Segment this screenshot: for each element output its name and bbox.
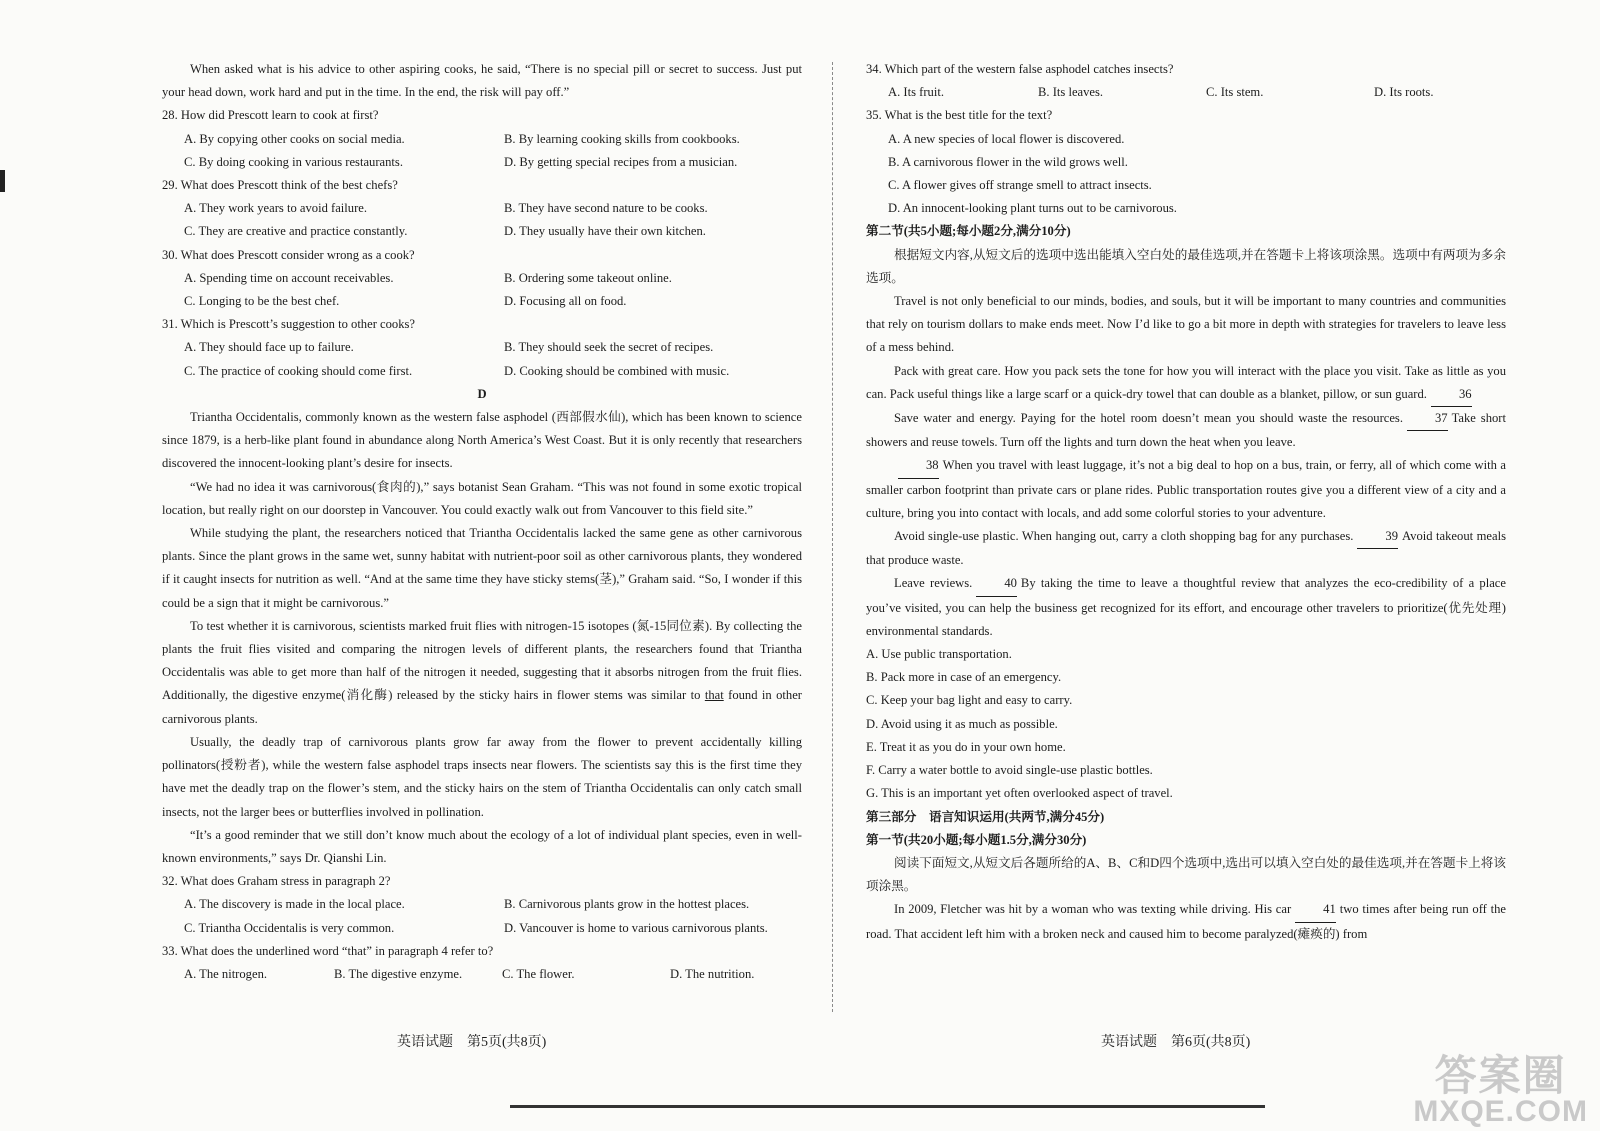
paragraph-text: Leave reviews.	[894, 576, 973, 591]
option-b: B. Its leaves.	[1038, 85, 1104, 100]
question-stem: 30. What does Prescott consider wrong as a cook?	[162, 247, 415, 262]
choice-option: A. Use public transportation.	[866, 647, 1012, 662]
question-stem: 32. What does Graham stress in paragraph 2?	[162, 874, 391, 889]
choice-option: E. Treat it as you do in your own home.	[866, 739, 1066, 754]
passage-paragraph	[866, 898, 1506, 945]
question-32	[162, 870, 802, 940]
passage-paragraph	[866, 525, 1506, 572]
option-a: A. By copying other cooks on social media.	[184, 131, 405, 146]
passage-paragraph	[866, 360, 1506, 407]
left-page	[162, 58, 802, 986]
section-2-instructions: 根据短文内容,从短文后的选项中选出能填入空白处的最佳选项,并在答题卡上将该项涂黑。选项中有两项为多余选项。	[866, 247, 1506, 285]
option-d: D. Focusing all on food.	[504, 294, 627, 309]
option-a: A. Its fruit.	[888, 85, 944, 100]
margin-mark	[0, 170, 5, 192]
option-b: B. The digestive enzyme.	[334, 966, 463, 981]
question-35	[866, 104, 1506, 220]
option-a: A. The nitrogen.	[184, 966, 268, 981]
passage-paragraph	[866, 407, 1506, 454]
section-d-label: D	[477, 386, 487, 401]
watermark-url: MXQE.COM	[1413, 1095, 1588, 1128]
option-d: D. Its roots.	[1374, 85, 1434, 100]
blank-39: 39	[1357, 525, 1398, 549]
question-33	[162, 940, 802, 986]
page-footer-left: 英语试题 第5页(共8页)	[397, 1035, 547, 1050]
paragraph-text: By taking the time to leave a thoughtful review that analyzes the eco-credibility of a place you’ve visited, you can help the business get recognized for its effort, and encourage other travelers to prioritize(优先处理) environmental standards.	[866, 576, 1506, 638]
page-divider	[832, 62, 834, 1012]
passage-paragraph: “We had no idea it was carnivorous(食肉的),” says botanist Sean Graham. “This was not found in some exotic tropical location, but really right on our doorstep in Vancouver. You could exactly walk out from Vancouver to this field site.”	[162, 479, 802, 517]
option-c: C. A flower gives off strange smell to attract insects.	[888, 178, 1152, 193]
option-d: D. Vancouver is home to various carnivorous plants.	[504, 920, 768, 935]
option-c: C. The practice of cooking should come first.	[184, 363, 413, 378]
option-b: B. A carnivorous flower in the wild grows well.	[888, 154, 1128, 169]
choice-option: G. This is an important yet often overlooked aspect of travel.	[866, 786, 1173, 801]
option-a: A. They work years to avoid failure.	[184, 201, 368, 216]
option-b: B. They should seek the secret of recipes.	[504, 340, 714, 355]
question-stem: 34. Which part of the western false asphodel catches insects?	[866, 62, 1174, 76]
watermark-logo	[1413, 1052, 1588, 1128]
question-34	[866, 58, 1506, 104]
option-d: D. Cooking should be combined with music.	[504, 363, 730, 378]
page-footer-right: 英语试题 第6页(共8页)	[1101, 1035, 1251, 1050]
intro-paragraph: When asked what is his advice to other aspiring cooks, he said, “There is no special pill or secret to success. Just put your head down, work hard and put in the time. In the end, the risk will pay off.”	[162, 62, 802, 100]
bottom-rule	[510, 1105, 1265, 1108]
paragraph-text: Pack with great care. How you pack sets the tone for how you will interact with the place you visit. Take as little as you can. Pack useful things like a large scarf or a quick-dry towel that can double as a blanket, pillow, or sun guard.	[866, 363, 1506, 401]
option-b: B. Ordering some takeout online.	[504, 270, 672, 285]
option-c: C. The flower.	[502, 966, 575, 981]
passage-paragraph: While studying the plant, the researchers noticed that Triantha Occidentalis lacked the same gene as other carnivorous plants. Since the plant grows in the same wet, sunny habitat with nutrient-poor soil as other carnivorous plants, they wondered if it caught insects for nutrition as well. “And at the same time they have sticky stems(茎),” Graham said. “So, I wonder if this could be a sign that it might be carnivorous.”	[162, 526, 802, 610]
part-3-instructions: 阅读下面短文,从短文后各题所给的A、B、C和D四个选项中,选出可以填入空白处的最佳选项,并在答题卡上将该项涂黑。	[866, 855, 1506, 894]
blank-37: 37	[1407, 407, 1448, 431]
paragraph-text: Take short showers and reuse towels. Turn off the lights and turn down the heat when you leave.	[866, 411, 1506, 450]
option-d: D. An innocent-looking plant turns out to be carnivorous.	[888, 201, 1177, 216]
paragraph-text: When you travel with least luggage, it’s not a big deal to hop on a bus, train, or ferry, all of which come with a smaller carbon footprint than private cars or plane rides. Public transportation routes give you a different view of a city and a culture, bring you into contact with locals, and add some colorful stories to your adventure.	[866, 458, 1506, 520]
passage-paragraph	[866, 454, 1506, 525]
option-a: A. Spending time on account receivables.	[184, 270, 394, 285]
option-c: C. Triantha Occidentalis is very common.	[184, 920, 395, 935]
passage-paragraph	[866, 572, 1506, 643]
part-3-heading: 第三部分 语言知识运用(共两节,满分45分)	[866, 809, 1105, 824]
option-b: B. By learning cooking skills from cookbooks.	[504, 131, 740, 146]
paragraph-text: Avoid single-use plastic. When hanging out, carry a cloth shopping bag for any purchases.	[894, 529, 1354, 544]
passage-paragraph: Usually, the deadly trap of carnivorous plants grow far away from the flower to prevent accidentally killing pollinators(授粉者), while the western false asphodel traps insects near flowers. The scientists say this is the first time they have met the deadly trap on the flower’s stem, and the sticky hairs on the stem of Triantha Occidentalis can only catch small insects, not the larger bees or butterflies involved in pollination.	[162, 734, 802, 819]
blank-41: 41	[1295, 898, 1336, 922]
question-stem: 35. What is the best title for the text?	[866, 108, 1053, 123]
choice-option: F. Carry a water bottle to avoid single-use plastic bottles.	[866, 763, 1153, 778]
option-c: C. Longing to be the best chef.	[184, 294, 340, 309]
passage-paragraph-4	[162, 615, 802, 731]
question-stem: 28. How did Prescott learn to cook at first?	[162, 108, 379, 123]
question-stem: 31. Which is Prescott’s suggestion to other cooks?	[162, 317, 416, 332]
option-a: A. They should face up to failure.	[184, 340, 354, 355]
option-d: D. The nutrition.	[670, 966, 755, 981]
passage-paragraph: Triantha Occidentalis, commonly known as the western false asphodel (西部假水仙), which has been known to science since 1879, is a herb-like plant found in abundance along North America’s West Coast. But it is only recently that researchers discovered the innocent-looking plant’s desire for insects.	[162, 410, 802, 471]
option-d: D. By getting special recipes from a musician.	[504, 154, 738, 169]
blank-36: 36	[1431, 383, 1472, 407]
passage-paragraph: Travel is not only beneficial to our minds, bodies, and souls, but it will be important to many countries and communities that rely on tourism dollars to make ends meet. Now I’d like to go a bit more in depth with strategies for travelers to leave less of a mess behind.	[866, 294, 1506, 355]
option-b: B. They have second nature to be cooks.	[504, 201, 708, 216]
paragraph-text: Avoid takeout meals that produce waste.	[866, 529, 1506, 568]
watermark-text: 答案圈	[1434, 1052, 1567, 1099]
option-c: C. By doing cooking in various restaurants.	[184, 154, 403, 169]
question-stem: 29. What does Prescott think of the best chefs?	[162, 178, 398, 193]
paragraph-text: To test whether it is carnivorous, scientists marked fruit flies with nitrogen-15 isotopes (氮-15同位素). By collecting the plants the fruit flies visited and comparing the nitrogen levels of different plants, the researchers found that Triantha Occidentalis was able to get more than half of the nitrogen it needed, suggesting that it absorbs nitrogen from the fruit flies. Additionally, the digestive enzyme(消化酶) released by the sticky hairs in flower stems was similar to	[162, 618, 802, 703]
question-stem: 33. What does the underlined word “that” in paragraph 4 refer to?	[162, 943, 494, 958]
option-b: B. Carnivorous plants grow in the hottest places.	[504, 897, 750, 912]
choice-option: D. Avoid using it as much as possible.	[866, 716, 1058, 731]
question-31	[162, 313, 802, 383]
paragraph-text: In 2009, Fletcher was hit by a woman who was texting while driving. His car	[894, 902, 1292, 917]
choice-option: C. Keep your bag light and easy to carry.	[866, 693, 1073, 708]
underlined-word: that	[704, 688, 724, 703]
option-a: A. The discovery is made in the local place.	[184, 897, 405, 912]
option-c: C. Its stem.	[1206, 85, 1264, 100]
blank-38: 38	[898, 454, 939, 478]
option-a: A. A new species of local flower is discovered.	[888, 131, 1125, 146]
passage-paragraph: “It’s a good reminder that we still don’t know much about the ecology of a lot of individual plant species, even in well-known environments,” says Dr. Qianshi Lin.	[162, 827, 802, 865]
paragraph-text: two times after being run off the road. That accident left him with a broken neck and caused him to become paralyzed(瘫痪的) from	[866, 902, 1506, 941]
option-d: D. They usually have their own kitchen.	[504, 224, 706, 239]
question-30	[162, 244, 802, 314]
paragraph-text: Save water and energy. Paying for the hotel room doesn’t mean you should waste the resources.	[894, 411, 1403, 426]
option-c: C. They are creative and practice constantly.	[184, 224, 408, 239]
question-29	[162, 174, 802, 244]
right-page	[866, 58, 1506, 946]
question-28	[162, 104, 802, 174]
paragraph-text: found in other carnivorous plants.	[162, 688, 802, 726]
blank-40: 40	[976, 572, 1017, 596]
section-2-heading: 第二节(共5小题;每小题2分,满分10分)	[866, 224, 1071, 239]
choice-option: B. Pack more in case of an emergency.	[866, 670, 1062, 685]
part-3-section-1-heading: 第一节(共20小题;每小题1.5分,满分30分)	[866, 832, 1087, 847]
